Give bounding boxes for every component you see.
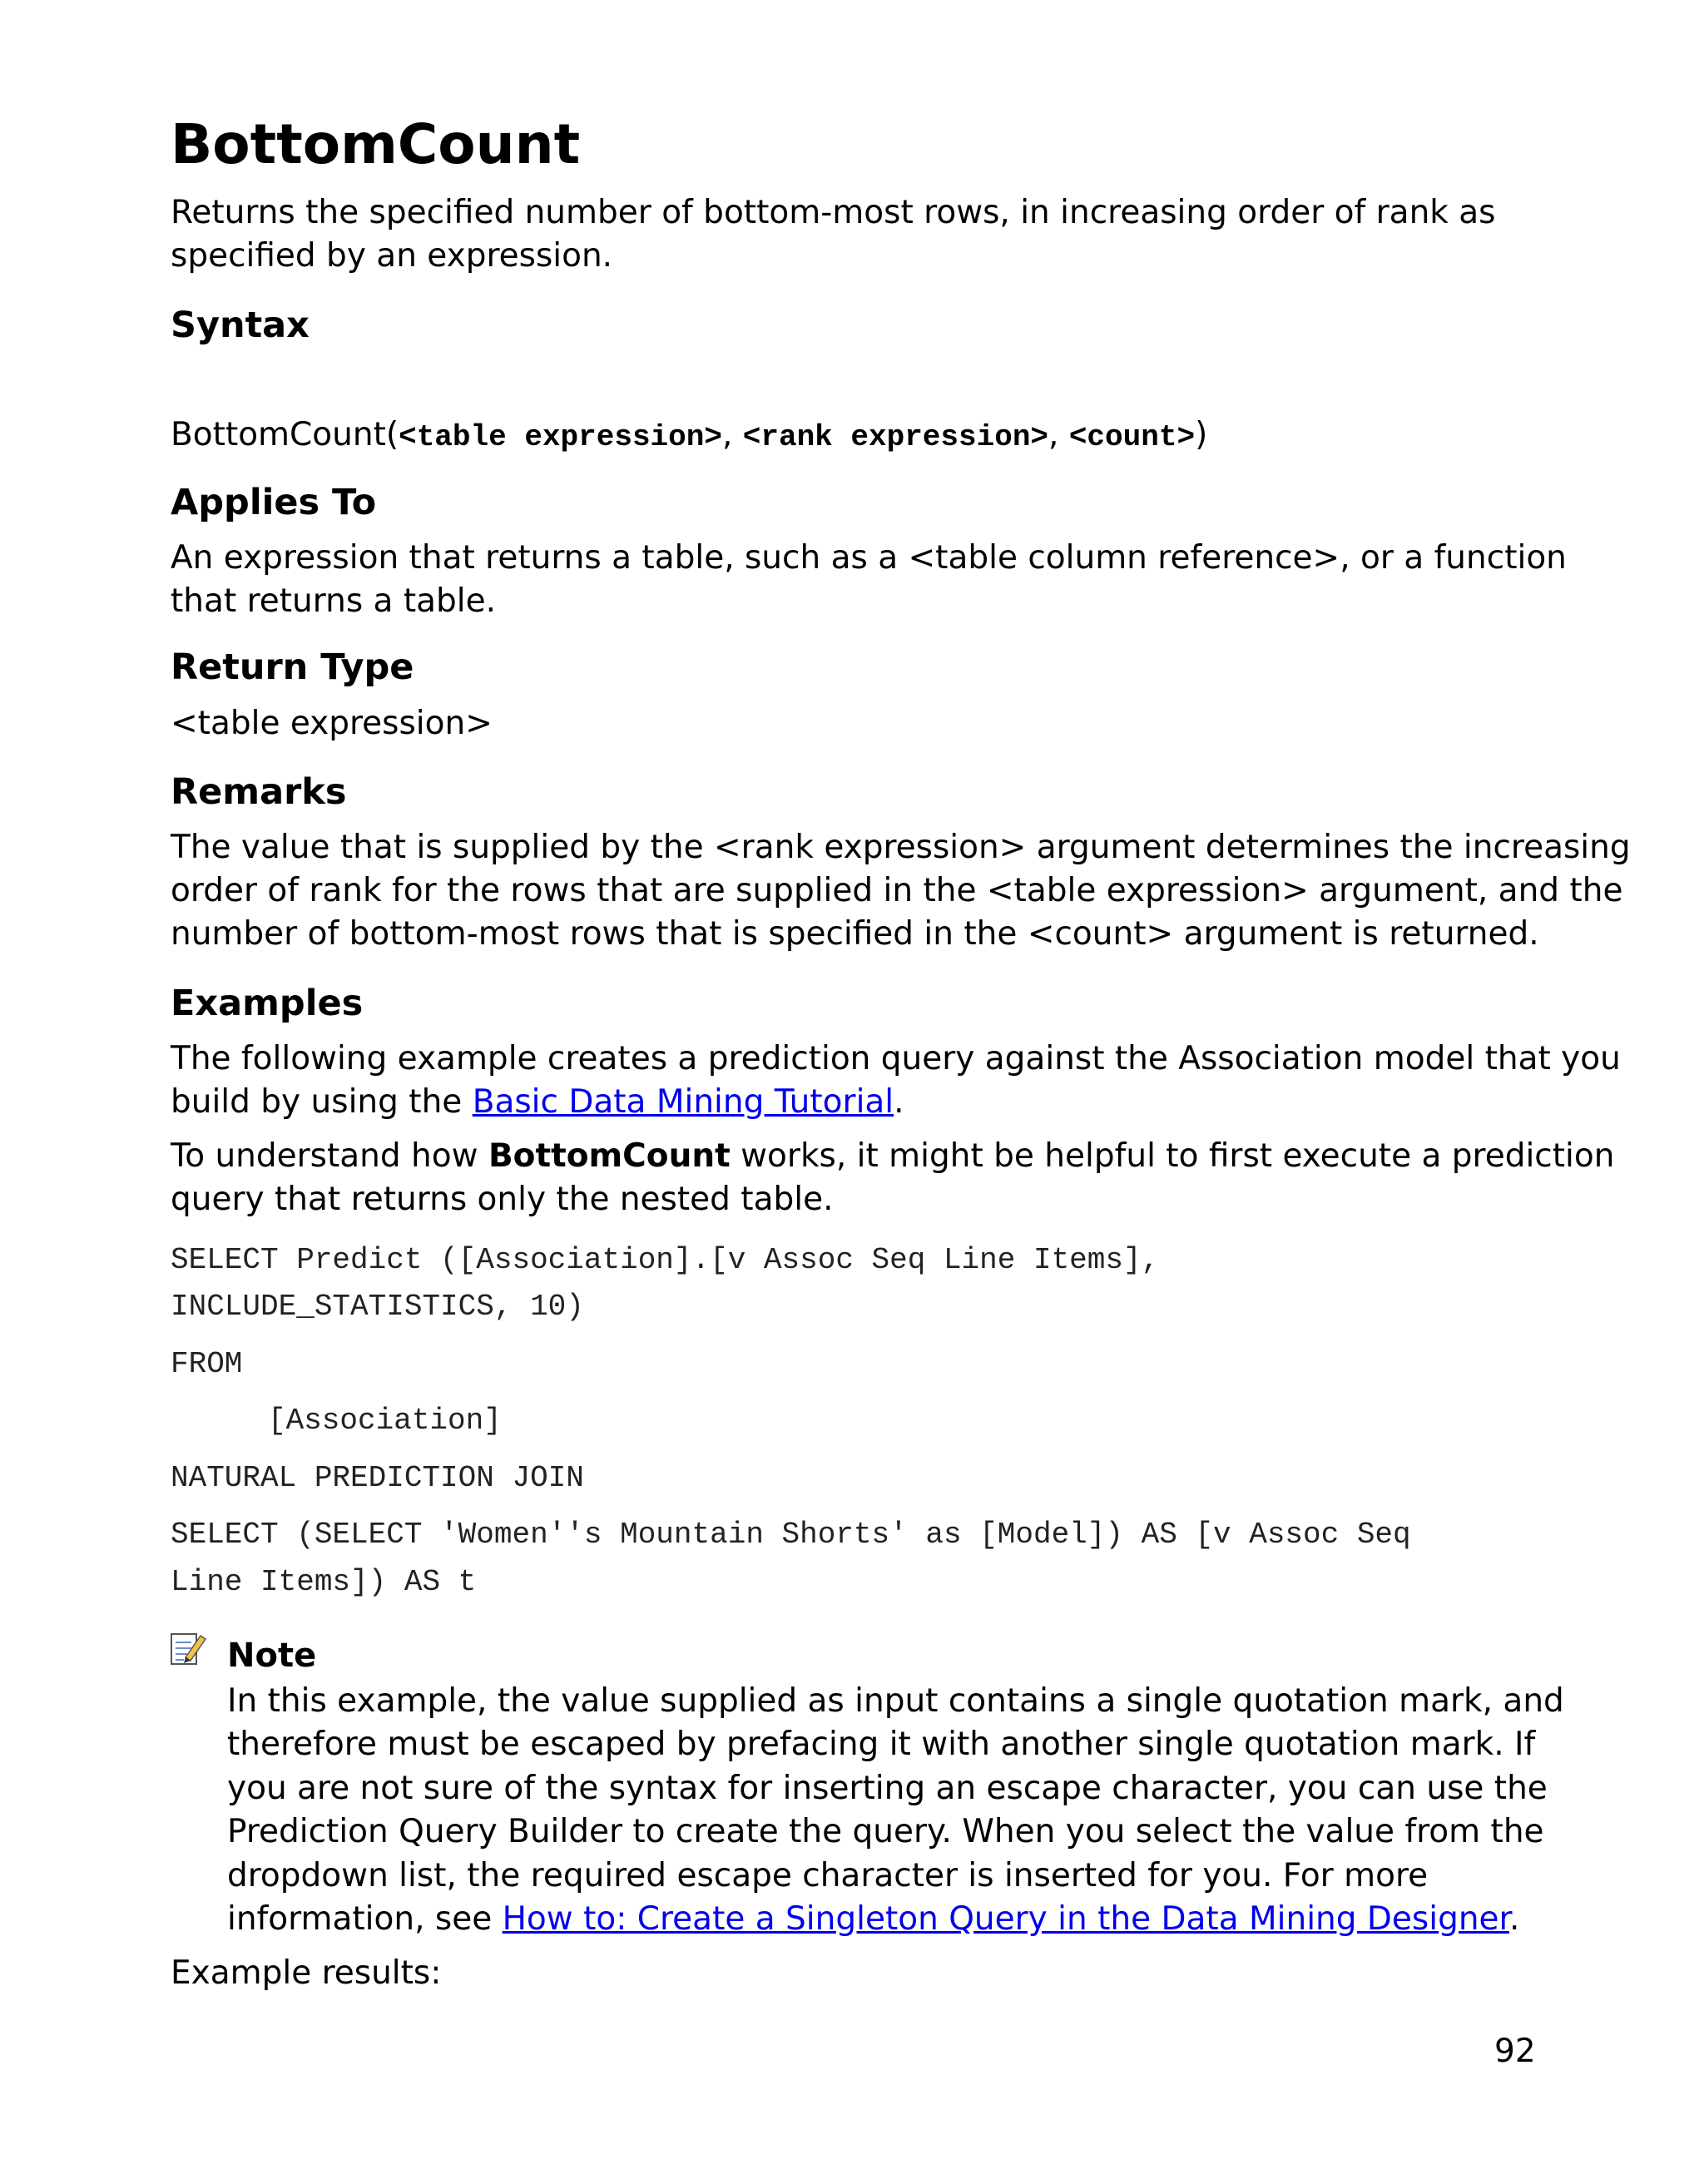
note-line-5: dropdown list, the required escape character is inserted for you. For more <box>227 1857 1429 1894</box>
syntax-close: ) <box>1195 416 1208 453</box>
note-line-6-period: . <box>1509 1900 1520 1938</box>
syntax-arg-count: <count> <box>1068 420 1196 454</box>
return-type-value: <table expression> <box>171 705 493 742</box>
note-line-4: Prediction Query Builder to create the query. When you select the value from the <box>227 1813 1544 1850</box>
syntax-arg-rank: <rank expression> <box>742 420 1049 454</box>
code-line-6: SELECT (SELECT 'Women''s Mountain Shorts' as [Model]) AS [v Assoc Seq <box>171 1518 1411 1552</box>
remarks-line-2: order of rank for the rows that are supplied in the <table expression> argument, and the <box>171 872 1623 909</box>
bottomcount-keyword: BottomCount <box>488 1137 731 1175</box>
examples-p1-line-2 <box>171 1081 904 1124</box>
examples-p1-line-1: The following example creates a prediction query against the Association model that you <box>171 1040 1621 1077</box>
syntax-heading: Syntax <box>171 305 310 346</box>
page-title: BottomCount <box>171 112 581 176</box>
examples-heading: Examples <box>171 983 364 1024</box>
code-line-5: NATURAL PREDICTION JOIN <box>171 1461 584 1495</box>
applies-to-line-2: that returns a table. <box>171 582 497 620</box>
syntax-line <box>171 414 1207 459</box>
remarks-heading: Remarks <box>171 771 347 813</box>
code-line-3: FROM <box>171 1347 243 1381</box>
note-heading: Note <box>227 1637 317 1675</box>
examples-p2-line-1 <box>171 1135 1614 1178</box>
remarks-line-1: The value that is supplied by the <rank expression> argument determines the increasing <box>171 829 1631 866</box>
note-line-3: you are not sure of the syntax for inserting an escape character, you can use the <box>227 1770 1548 1807</box>
basic-data-mining-tutorial-link[interactable]: Basic Data Mining Tutorial <box>472 1083 894 1121</box>
remarks-line-3: number of bottom-most rows that is specified in the <count> argument is returned. <box>171 915 1539 953</box>
code-line-4: [Association] <box>268 1404 502 1438</box>
note-line-6-text: information, see <box>227 1900 503 1938</box>
syntax-sep-1: , <box>721 416 743 453</box>
syntax-func: BottomCount( <box>171 416 399 453</box>
examples-p2-text-pre: To understand how <box>171 1137 488 1175</box>
syntax-sep-2: , <box>1048 416 1069 453</box>
examples-p2-line-2: query that returns only the nested table. <box>171 1181 834 1218</box>
code-line-7: Line Items]) AS t <box>171 1565 477 1599</box>
code-line-2: INCLUDE_STATISTICS, 10) <box>171 1290 584 1324</box>
syntax-arg-table: <table expression> <box>399 420 722 454</box>
page-number: 92 <box>1494 2033 1536 2070</box>
intro-line-2: specified by an expression. <box>171 237 613 275</box>
example-results-label: Example results: <box>171 1954 442 1992</box>
examples-p1-text: build by using the <box>171 1083 473 1121</box>
applies-to-heading: Applies To <box>171 482 377 523</box>
code-line-1: SELECT Predict ([Association].[v Assoc Seq Line Items], <box>171 1243 1160 1277</box>
singleton-query-link[interactable]: How to: Create a Singleton Query in the Data Mining Designer <box>502 1900 1510 1938</box>
return-type-heading: Return Type <box>171 646 414 688</box>
intro-line-1: Returns the specified number of bottom-most rows, in increasing order of rank as <box>171 194 1496 231</box>
applies-to-line-1: An expression that returns a table, such as a <table column reference>, or a function <box>171 539 1567 577</box>
note-line-2: therefore must be escaped by prefacing it with another single quotation mark. If <box>227 1726 1536 1763</box>
note-line-6 <box>227 1898 1519 1942</box>
note-line-1: In this example, the value supplied as input contains a single quotation mark, and <box>227 1682 1564 1720</box>
examples-p1-period: . <box>894 1083 904 1121</box>
examples-p2-text-post: works, it might be helpful to first execute a prediction <box>730 1137 1615 1175</box>
note-pencil-icon <box>169 1629 207 1667</box>
